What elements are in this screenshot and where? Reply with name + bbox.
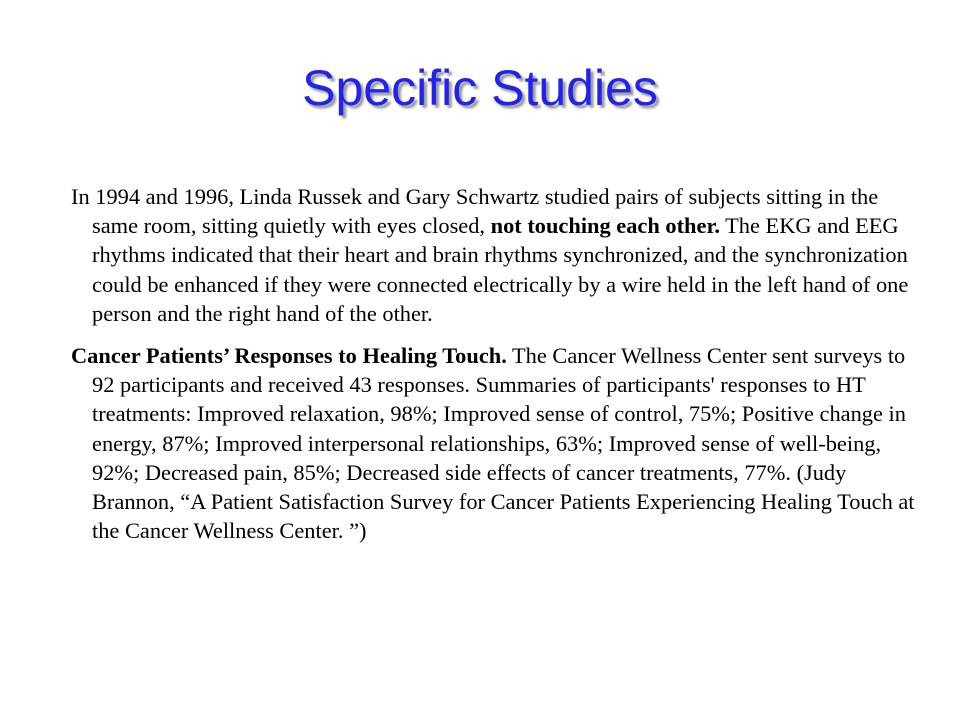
text-run: The Cancer Wellness Center sent surveys to 92 participants and received 43 responses. Summaries of participants' responses to HT treatments: Improved relaxation, 98%; Improved sense of control, 75%; Positive change in energy, 87%; Improved interpersonal relationships, 63%; Improved sense of well-being, 92%; Decreased pain, 85%; Decreased side effects of cancer treatments, 77%. (Judy Brannon, “A Patient Satisfaction Survey for Cancer Patients Experiencing Healing Touch at the Cancer Wellness Center. ”) bbox=[92, 343, 915, 544]
paragraph-cancer-patients-study bbox=[71, 341, 916, 545]
slide-title: Specific Studies bbox=[302, 60, 658, 116]
text-run-bold: Cancer Patients’ Responses to Healing Touch. bbox=[71, 343, 507, 369]
text-run-bold: not touching each other. bbox=[490, 213, 720, 239]
text-run: The EKG and EEG rhythms indicated that their heart and brain rhythms synchronized, and the synchronization could be enhanced if they were connected electrically by a wire held in the left hand of one person and the right hand of the other. bbox=[92, 213, 909, 326]
slide-body bbox=[71, 182, 916, 558]
text-run: In 1994 and 1996, Linda Russek and Gary Schwartz studied pairs of subjects sitting in the same room, sitting quietly with eyes closed, bbox=[71, 184, 879, 239]
paragraph-russek-schwartz-study bbox=[71, 182, 916, 328]
